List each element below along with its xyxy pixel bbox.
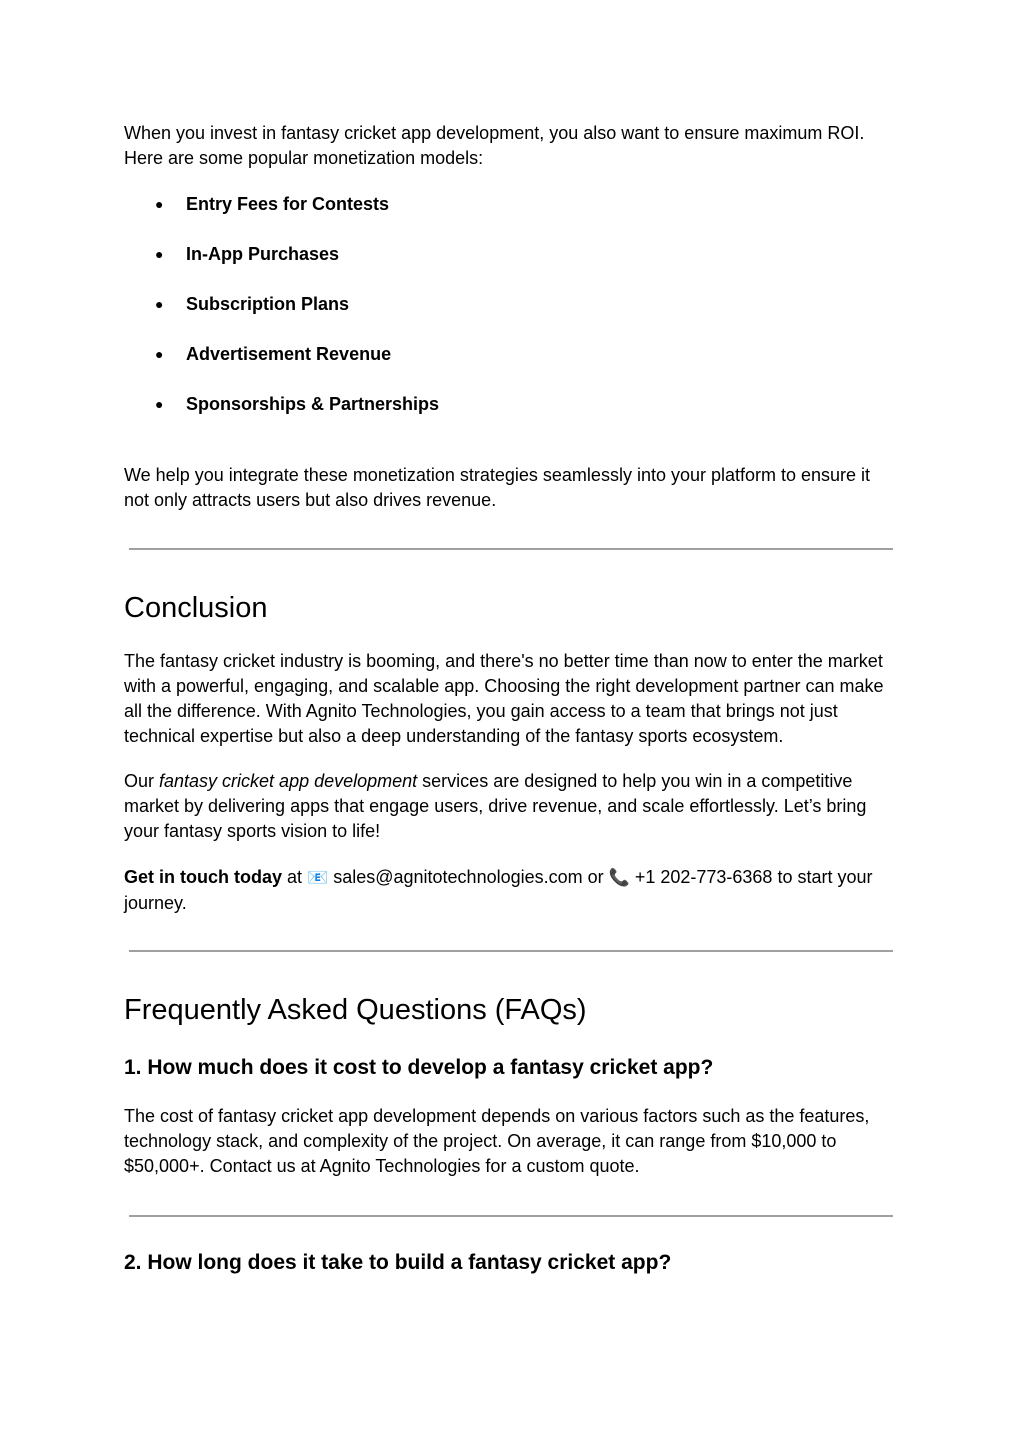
paragraph-text: at: [282, 867, 308, 887]
email-address: sales@agnitotechnologies.com: [328, 867, 583, 887]
conclusion-paragraph-1: The fantasy cricket industry is booming, and there's no better time than now to enter the market with a powerful, engaging, and scalable app. Choosing the right development partner can make all the difference. With Agnito Technologies, you gain access to a team that brings not just technical expertise but also a deep understanding of the fantasy sports ecosystem.: [124, 651, 884, 746]
section-divider: [129, 950, 893, 952]
intro-paragraph: When you invest in fantasy cricket app development, you also want to ensure maximum ROI. Here are some popular monetization models:: [124, 123, 865, 168]
integration-paragraph: We help you integrate these monetization strategies seamlessly into your platform to ensure it not only attracts users but also drives revenue.: [124, 465, 871, 510]
phone-icon: 📞: [608, 868, 630, 888]
list-item-label: Entry Fees for Contests: [186, 194, 390, 214]
emphasis-text: fantasy cricket app development: [159, 771, 418, 791]
faq-question-1: 1. How much does it cost to develop a fantasy cricket app?: [124, 1056, 714, 1079]
list-item-label: Advertisement Revenue: [186, 344, 392, 364]
list-item: [124, 192, 439, 217]
bullet-icon: ●: [155, 296, 164, 312]
phone-number: +1 202-773-6368: [629, 867, 773, 887]
paragraph-text: or: [582, 867, 609, 887]
bullet-icon: ●: [155, 196, 164, 212]
paragraph-text: services are designed to help you win in a competitive market by delivering apps that engage users, drive revenue, and scale effortlessly. Let’s bring your fantasy sports vision to life!: [124, 771, 867, 841]
contact-lead: Get in touch today: [124, 867, 283, 887]
paragraph-text: to start your journey.: [124, 867, 873, 913]
list-item: [124, 392, 439, 417]
list-item-label: Sponsorships & Partnerships: [186, 394, 440, 414]
section-divider: [129, 548, 893, 550]
bullet-icon: ●: [155, 346, 164, 362]
conclusion-heading: Conclusion: [124, 592, 268, 624]
section-divider: [129, 1215, 893, 1217]
list-item-label: Subscription Plans: [186, 294, 350, 314]
paragraph-text: Our: [124, 771, 160, 791]
list-item-label: In-App Purchases: [186, 244, 340, 264]
faq-question-2: 2. How long does it take to build a fantasy cricket app?: [124, 1251, 672, 1274]
list-item: [124, 242, 439, 267]
list-item: [124, 292, 439, 317]
bullet-icon: ●: [155, 396, 164, 412]
conclusion-paragraph-2: [124, 769, 900, 844]
faq-answer-1: The cost of fantasy cricket app development depends on various factors such as the features, technology stack, and complexity of the project. On average, it can range from $10,000 to $50,000+. Contact us at Agnito Technologies for a custom quote.: [124, 1106, 870, 1176]
bullet-icon: ●: [155, 246, 164, 262]
monetization-list: [124, 192, 439, 442]
email-icon: 📧: [307, 868, 329, 888]
contact-paragraph: [124, 865, 900, 916]
list-item: [124, 342, 439, 367]
faq-heading: Frequently Asked Questions (FAQs): [124, 994, 587, 1026]
